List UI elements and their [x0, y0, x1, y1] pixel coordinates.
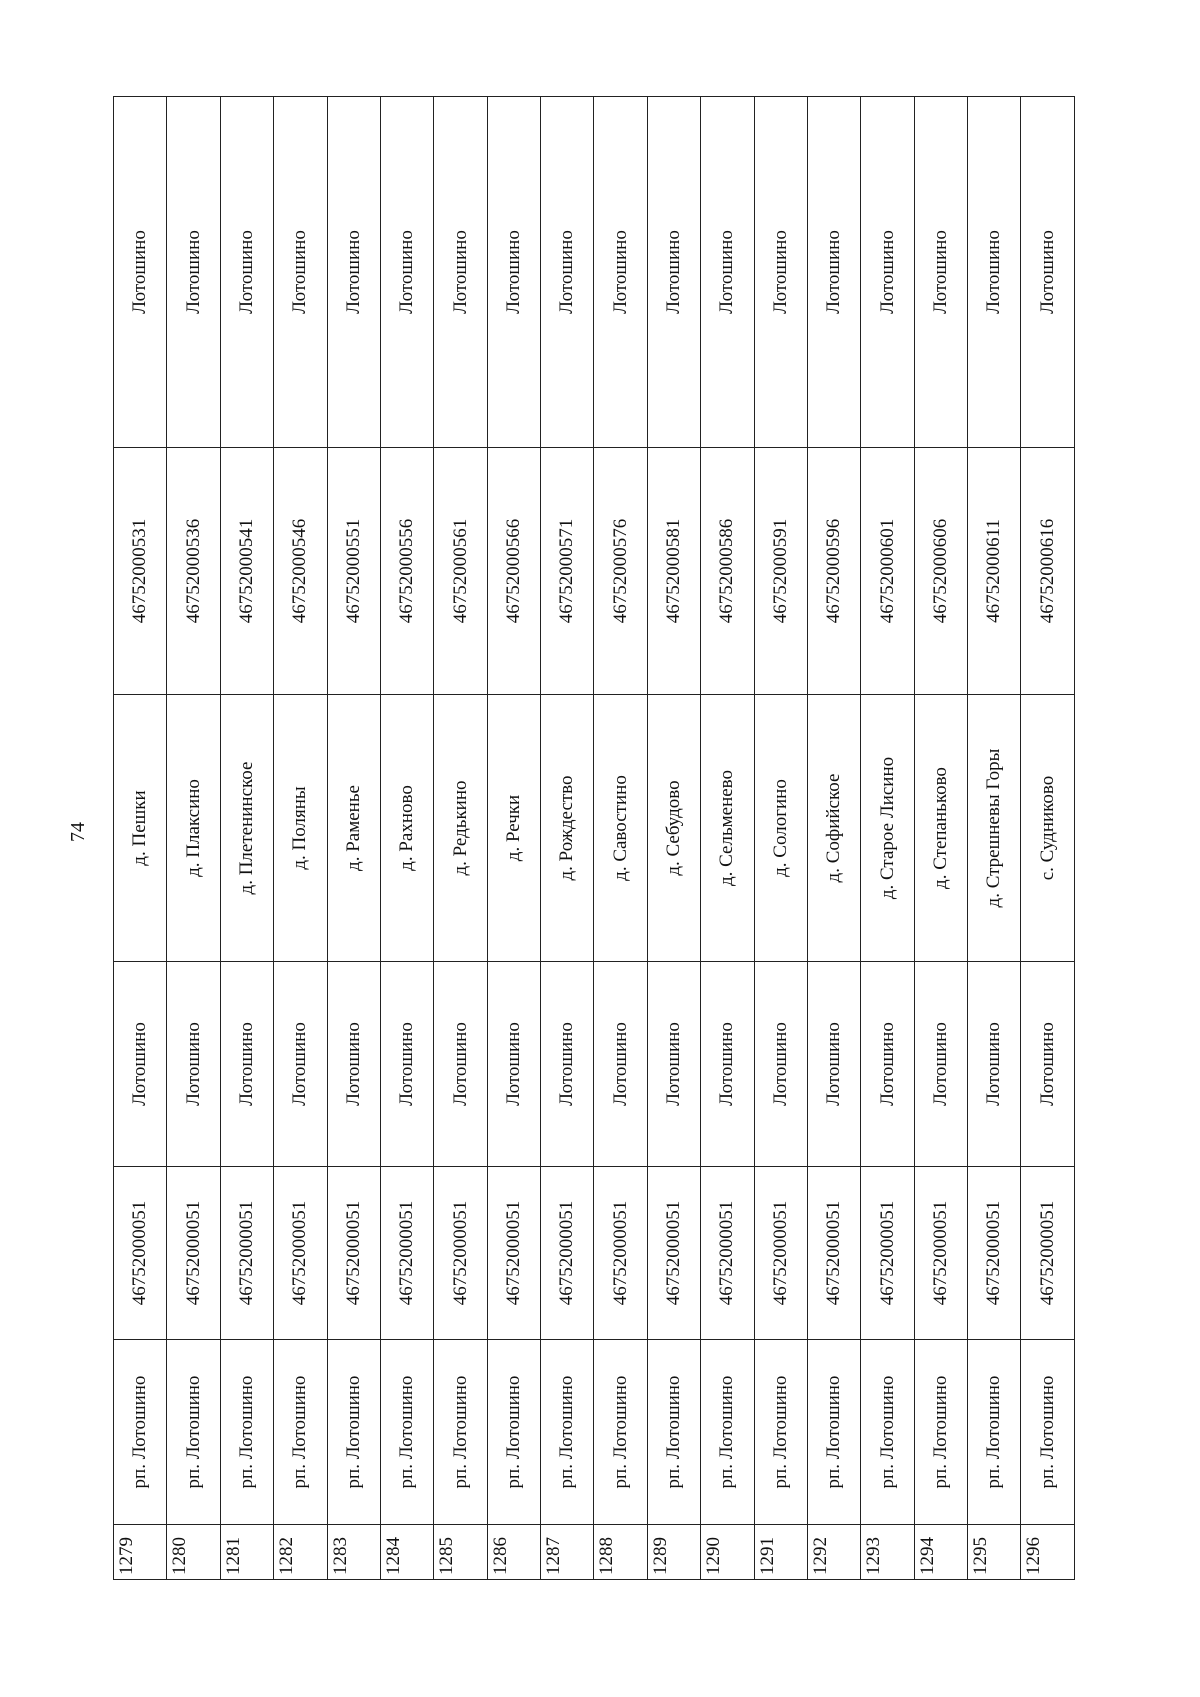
municipality-cell: Лотошино [594, 962, 647, 1167]
table-row [594, 97, 647, 1580]
locality-oktmo-code-cell: 46752000611 [968, 448, 1021, 695]
row-number-cell: 1282 [274, 1525, 327, 1580]
municipality-cell: Лотошино [968, 962, 1021, 1167]
locality-oktmo-code-cell: 46752000581 [647, 448, 700, 695]
table-row [541, 97, 594, 1580]
locality-municipality-cell: Лотошино [220, 97, 273, 448]
locality-municipality-cell: Лотошино [434, 97, 487, 448]
settlement-cell: рп. Лотошино [220, 1340, 273, 1525]
settlement-cell: рп. Лотошино [701, 1340, 754, 1525]
oktmo-code-cell: 46752000051 [167, 1167, 220, 1340]
locality-oktmo-code-cell: 46752000596 [807, 448, 860, 695]
locality-municipality-cell: Лотошино [807, 97, 860, 448]
locality-municipality-cell: Лотошино [701, 97, 754, 448]
row-number-cell: 1295 [968, 1525, 1021, 1580]
municipality-cell: Лотошино [487, 962, 540, 1167]
locality-cell: д. Пешки [114, 695, 167, 962]
oktmo-code-cell: 46752000051 [968, 1167, 1021, 1340]
table-row [434, 97, 487, 1580]
locality-municipality-cell: Лотошино [754, 97, 807, 448]
row-number-cell: 1292 [807, 1525, 860, 1580]
table-row [327, 97, 380, 1580]
row-number-cell: 1284 [380, 1525, 433, 1580]
municipality-cell: Лотошино [434, 962, 487, 1167]
municipality-cell: Лотошино [327, 962, 380, 1167]
row-number-cell: 1290 [701, 1525, 754, 1580]
table-row [754, 97, 807, 1580]
locality-cell: д. Рождество [541, 695, 594, 962]
municipality-cell: Лотошино [541, 962, 594, 1167]
oktmo-code-cell: 46752000051 [861, 1167, 914, 1340]
locality-cell: д. Сологино [754, 695, 807, 962]
row-number-cell: 1286 [487, 1525, 540, 1580]
settlement-cell: рп. Лотошино [327, 1340, 380, 1525]
settlement-cell: рп. Лотошино [487, 1340, 540, 1525]
row-number-cell: 1291 [754, 1525, 807, 1580]
settlement-cell: рп. Лотошино [114, 1340, 167, 1525]
row-number-cell: 1296 [1021, 1525, 1075, 1580]
locality-oktmo-code-cell: 46752000536 [167, 448, 220, 695]
oktmo-code-cell: 46752000051 [914, 1167, 967, 1340]
municipality-cell: Лотошино [220, 962, 273, 1167]
table-row [807, 97, 860, 1580]
settlements-table [113, 96, 1075, 1580]
locality-oktmo-code-cell: 46752000546 [274, 448, 327, 695]
locality-oktmo-code-cell: 46752000586 [701, 448, 754, 695]
oktmo-code-cell: 46752000051 [701, 1167, 754, 1340]
row-number-cell: 1285 [434, 1525, 487, 1580]
locality-cell: д. Сельменево [701, 695, 754, 962]
table-row [220, 97, 273, 1580]
locality-municipality-cell: Лотошино [487, 97, 540, 448]
row-number-cell: 1289 [647, 1525, 700, 1580]
locality-cell: д. Речки [487, 695, 540, 962]
settlement-cell: рп. Лотошино [914, 1340, 967, 1525]
settlement-cell: рп. Лотошино [1021, 1340, 1075, 1525]
settlement-cell: рп. Лотошино [647, 1340, 700, 1525]
locality-oktmo-code-cell: 46752000576 [594, 448, 647, 695]
locality-cell: д. Старое Лисино [861, 695, 914, 962]
settlement-cell: рп. Лотошино [541, 1340, 594, 1525]
settlement-cell: рп. Лотошино [167, 1340, 220, 1525]
locality-cell: д. Степаньково [914, 695, 967, 962]
row-number-cell: 1280 [167, 1525, 220, 1580]
municipality-cell: Лотошино [167, 962, 220, 1167]
oktmo-code-cell: 46752000051 [274, 1167, 327, 1340]
oktmo-code-cell: 46752000051 [380, 1167, 433, 1340]
locality-oktmo-code-cell: 46752000541 [220, 448, 273, 695]
oktmo-code-cell: 46752000051 [647, 1167, 700, 1340]
rotated-table-frame [113, 97, 1075, 1580]
locality-oktmo-code-cell: 46752000591 [754, 448, 807, 695]
row-number-cell: 1279 [114, 1525, 167, 1580]
locality-municipality-cell: Лотошино [594, 97, 647, 448]
municipality-cell: Лотошино [647, 962, 700, 1167]
locality-oktmo-code-cell: 46752000551 [327, 448, 380, 695]
municipality-cell: Лотошино [861, 962, 914, 1167]
locality-municipality-cell: Лотошино [968, 97, 1021, 448]
table-row [114, 97, 167, 1580]
table-row [968, 97, 1021, 1580]
locality-oktmo-code-cell: 46752000531 [114, 448, 167, 695]
oktmo-code-cell: 46752000051 [541, 1167, 594, 1340]
oktmo-code-cell: 46752000051 [1021, 1167, 1075, 1340]
locality-municipality-cell: Лотошино [380, 97, 433, 448]
municipality-cell: Лотошино [1021, 962, 1075, 1167]
oktmo-code-cell: 46752000051 [434, 1167, 487, 1340]
oktmo-code-cell: 46752000051 [327, 1167, 380, 1340]
row-number-cell: 1283 [327, 1525, 380, 1580]
municipality-cell: Лотошино [380, 962, 433, 1167]
row-number-cell: 1294 [914, 1525, 967, 1580]
oktmo-code-cell: 46752000051 [220, 1167, 273, 1340]
locality-municipality-cell: Лотошино [861, 97, 914, 448]
locality-municipality-cell: Лотошино [914, 97, 967, 448]
municipality-cell: Лотошино [807, 962, 860, 1167]
locality-municipality-cell: Лотошино [647, 97, 700, 448]
locality-cell: с. Судниково [1021, 695, 1075, 962]
table-row [861, 97, 914, 1580]
municipality-cell: Лотошино [114, 962, 167, 1167]
oktmo-code-cell: 46752000051 [754, 1167, 807, 1340]
municipality-cell: Лотошино [914, 962, 967, 1167]
settlement-cell: рп. Лотошино [434, 1340, 487, 1525]
locality-oktmo-code-cell: 46752000571 [541, 448, 594, 695]
locality-municipality-cell: Лотошино [114, 97, 167, 448]
table-row [647, 97, 700, 1580]
locality-cell: д. Савостино [594, 695, 647, 962]
oktmo-code-cell: 46752000051 [594, 1167, 647, 1340]
oktmo-code-cell: 46752000051 [114, 1167, 167, 1340]
settlement-cell: рп. Лотошино [968, 1340, 1021, 1525]
municipality-cell: Лотошино [274, 962, 327, 1167]
table-row [167, 97, 220, 1580]
locality-oktmo-code-cell: 46752000616 [1021, 448, 1075, 695]
table-row [380, 97, 433, 1580]
locality-municipality-cell: Лотошино [167, 97, 220, 448]
settlement-cell: рп. Лотошино [380, 1340, 433, 1525]
locality-cell: д. Поляны [274, 695, 327, 962]
table-container [113, 97, 1075, 1580]
locality-municipality-cell: Лотошино [274, 97, 327, 448]
table-row [701, 97, 754, 1580]
locality-oktmo-code-cell: 46752000566 [487, 448, 540, 695]
locality-oktmo-code-cell: 46752000556 [380, 448, 433, 695]
table-body [114, 97, 1075, 1580]
settlement-cell: рп. Лотошино [754, 1340, 807, 1525]
table-row [1021, 97, 1075, 1580]
locality-cell: д. Плетенинское [220, 695, 273, 962]
row-number-cell: 1287 [541, 1525, 594, 1580]
locality-municipality-cell: Лотошино [1021, 97, 1075, 448]
locality-municipality-cell: Лотошино [541, 97, 594, 448]
row-number-cell: 1288 [594, 1525, 647, 1580]
settlement-cell: рп. Лотошино [274, 1340, 327, 1525]
locality-cell: д. Плаксино [167, 695, 220, 962]
locality-municipality-cell: Лотошино [327, 97, 380, 448]
oktmo-code-cell: 46752000051 [487, 1167, 540, 1340]
locality-cell: д. Себудово [647, 695, 700, 962]
locality-oktmo-code-cell: 46752000606 [914, 448, 967, 695]
settlement-cell: рп. Лотошино [594, 1340, 647, 1525]
locality-cell: д. Софийское [807, 695, 860, 962]
locality-oktmo-code-cell: 46752000561 [434, 448, 487, 695]
settlement-cell: рп. Лотошино [807, 1340, 860, 1525]
row-number-cell: 1281 [220, 1525, 273, 1580]
oktmo-code-cell: 46752000051 [807, 1167, 860, 1340]
row-number-cell: 1293 [861, 1525, 914, 1580]
locality-cell: д. Стрешневы Горы [968, 695, 1021, 962]
municipality-cell: Лотошино [701, 962, 754, 1167]
page-number: 74 [67, 822, 89, 842]
settlement-cell: рп. Лотошино [861, 1340, 914, 1525]
table-row [274, 97, 327, 1580]
table-row [487, 97, 540, 1580]
locality-cell: д. Раменье [327, 695, 380, 962]
locality-cell: д. Рахново [380, 695, 433, 962]
table-row [914, 97, 967, 1580]
locality-oktmo-code-cell: 46752000601 [861, 448, 914, 695]
municipality-cell: Лотошино [754, 962, 807, 1167]
locality-cell: д. Редькино [434, 695, 487, 962]
